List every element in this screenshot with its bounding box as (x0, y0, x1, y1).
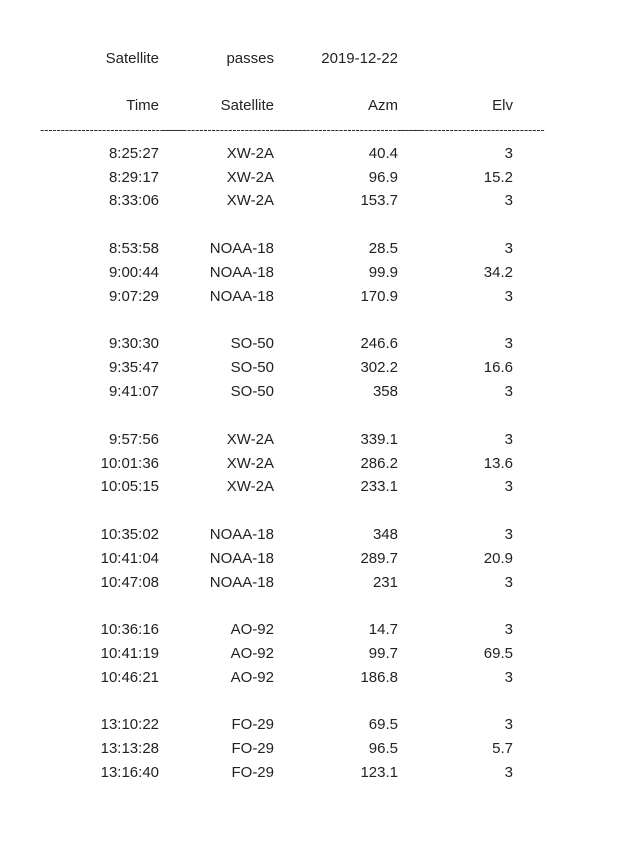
cell-time: 10:35:02 (100, 526, 159, 543)
table-row (0, 168, 620, 188)
title-row (0, 49, 620, 69)
cell-time: 9:57:56 (108, 431, 159, 448)
cell-time: 10:47:08 (100, 574, 159, 591)
cell-azm: 96.5 (368, 740, 398, 757)
cell-time: 10:46:21 (100, 669, 159, 686)
cell-azm: 231 (372, 574, 398, 591)
cell-time: 9:41:07 (108, 383, 159, 400)
cell-satellite: SO-50 (230, 359, 274, 376)
cell-elv: 3 (504, 526, 513, 543)
cell-satellite: FO-29 (231, 716, 274, 733)
cell-azm: 14.7 (368, 621, 398, 638)
cell-elv: 3 (504, 145, 513, 162)
cell-satellite: NOAA-18 (209, 526, 274, 543)
cell-satellite: AO-92 (230, 669, 274, 686)
cell-azm: 348 (372, 526, 398, 543)
cell-time: 8:25:27 (108, 145, 159, 162)
table-row (0, 287, 620, 307)
cell-time: 10:41:19 (100, 645, 159, 662)
cell-elv: 15.2 (483, 169, 513, 186)
cell-azm: 302.2 (360, 359, 398, 376)
cell-azm: 123.1 (360, 764, 398, 781)
table-row (0, 358, 620, 378)
cell-time: 9:30:30 (108, 335, 159, 352)
cell-satellite: XW-2A (226, 455, 274, 472)
cell-elv: 3 (504, 383, 513, 400)
cell-azm: 358 (372, 383, 398, 400)
cell-azm: 69.5 (368, 716, 398, 733)
cell-time: 9:07:29 (108, 288, 159, 305)
table-row (0, 644, 620, 664)
column-header-row (0, 96, 620, 116)
cell-time: 9:00:44 (108, 264, 159, 281)
cell-azm: 286.2 (360, 455, 398, 472)
cell-time: 10:01:36 (100, 455, 159, 472)
table-row (0, 334, 620, 354)
table-row (0, 739, 620, 759)
cell-azm: 28.5 (368, 240, 398, 257)
title-date: 2019-12-22 (321, 50, 398, 67)
cell-azm: 99.7 (368, 645, 398, 662)
column-header-azm: Azm (368, 97, 398, 114)
cell-elv: 3 (504, 669, 513, 686)
cell-elv: 13.6 (483, 455, 513, 472)
cell-elv: 34.2 (483, 264, 513, 281)
cell-time: 8:33:06 (108, 192, 159, 209)
table-row (0, 430, 620, 450)
separator-row (0, 123, 620, 137)
cell-elv: 20.9 (483, 550, 513, 567)
separator-satellite: ----------------------------------- (162, 122, 307, 137)
cell-elv: 69.5 (483, 645, 513, 662)
cell-elv: 3 (504, 431, 513, 448)
cell-elv: 3 (504, 621, 513, 638)
column-header-satellite: Satellite (220, 97, 274, 114)
table-row (0, 668, 620, 688)
cell-time: 10:36:16 (100, 621, 159, 638)
table-row (0, 525, 620, 545)
cell-elv: 5.7 (492, 740, 513, 757)
cell-elv: 3 (504, 478, 513, 495)
cell-azm: 96.9 (368, 169, 398, 186)
cell-elv: 16.6 (483, 359, 513, 376)
cell-azm: 339.1 (360, 431, 398, 448)
table-row (0, 382, 620, 402)
cell-elv: 3 (504, 716, 513, 733)
cell-elv: 3 (504, 574, 513, 591)
table-row (0, 715, 620, 735)
cell-azm: 246.6 (360, 335, 398, 352)
table-row (0, 477, 620, 497)
separator-elv: ----------------------------------- (400, 122, 545, 137)
cell-elv: 3 (504, 192, 513, 209)
cell-azm: 186.8 (360, 669, 398, 686)
table-row (0, 144, 620, 164)
cell-time: 13:10:22 (100, 716, 159, 733)
cell-azm: 99.9 (368, 264, 398, 281)
table-row (0, 573, 620, 593)
cell-azm: 233.1 (360, 478, 398, 495)
cell-time: 13:16:40 (100, 764, 159, 781)
cell-azm: 170.9 (360, 288, 398, 305)
cell-time: 8:53:58 (108, 240, 159, 257)
cell-satellite: NOAA-18 (209, 240, 274, 257)
cell-time: 8:29:17 (108, 169, 159, 186)
column-header-elv: Elv (492, 97, 513, 114)
cell-satellite: XW-2A (226, 192, 274, 209)
table-row (0, 549, 620, 569)
cell-time: 10:41:04 (100, 550, 159, 567)
table-row (0, 763, 620, 783)
cell-satellite: AO-92 (230, 645, 274, 662)
cell-elv: 3 (504, 335, 513, 352)
cell-time: 9:35:47 (108, 359, 159, 376)
cell-satellite: NOAA-18 (209, 288, 274, 305)
cell-azm: 289.7 (360, 550, 398, 567)
cell-satellite: AO-92 (230, 621, 274, 638)
cell-time: 13:13:28 (100, 740, 159, 757)
cell-satellite: NOAA-18 (209, 264, 274, 281)
table-row (0, 191, 620, 211)
title-word-satellite: Satellite (105, 50, 159, 67)
table-row (0, 620, 620, 640)
table-row (0, 239, 620, 259)
table-row (0, 454, 620, 474)
cell-azm: 153.7 (360, 192, 398, 209)
cell-satellite: FO-29 (231, 764, 274, 781)
cell-time: 10:05:15 (100, 478, 159, 495)
cell-azm: 40.4 (368, 145, 398, 162)
cell-satellite: NOAA-18 (209, 550, 274, 567)
separator-time: ----------------------------------- (40, 122, 185, 137)
cell-elv: 3 (504, 764, 513, 781)
cell-satellite: XW-2A (226, 145, 274, 162)
cell-satellite: SO-50 (230, 383, 274, 400)
separator-azm: ----------------------------------- (277, 122, 422, 137)
cell-satellite: XW-2A (226, 478, 274, 495)
cell-satellite: XW-2A (226, 431, 274, 448)
cell-elv: 3 (504, 240, 513, 257)
cell-satellite: SO-50 (230, 335, 274, 352)
column-header-time: Time (126, 97, 159, 114)
cell-elv: 3 (504, 288, 513, 305)
cell-satellite: XW-2A (226, 169, 274, 186)
cell-satellite: FO-29 (231, 740, 274, 757)
cell-satellite: NOAA-18 (209, 574, 274, 591)
table-row (0, 263, 620, 283)
title-word-passes: passes (226, 50, 274, 67)
